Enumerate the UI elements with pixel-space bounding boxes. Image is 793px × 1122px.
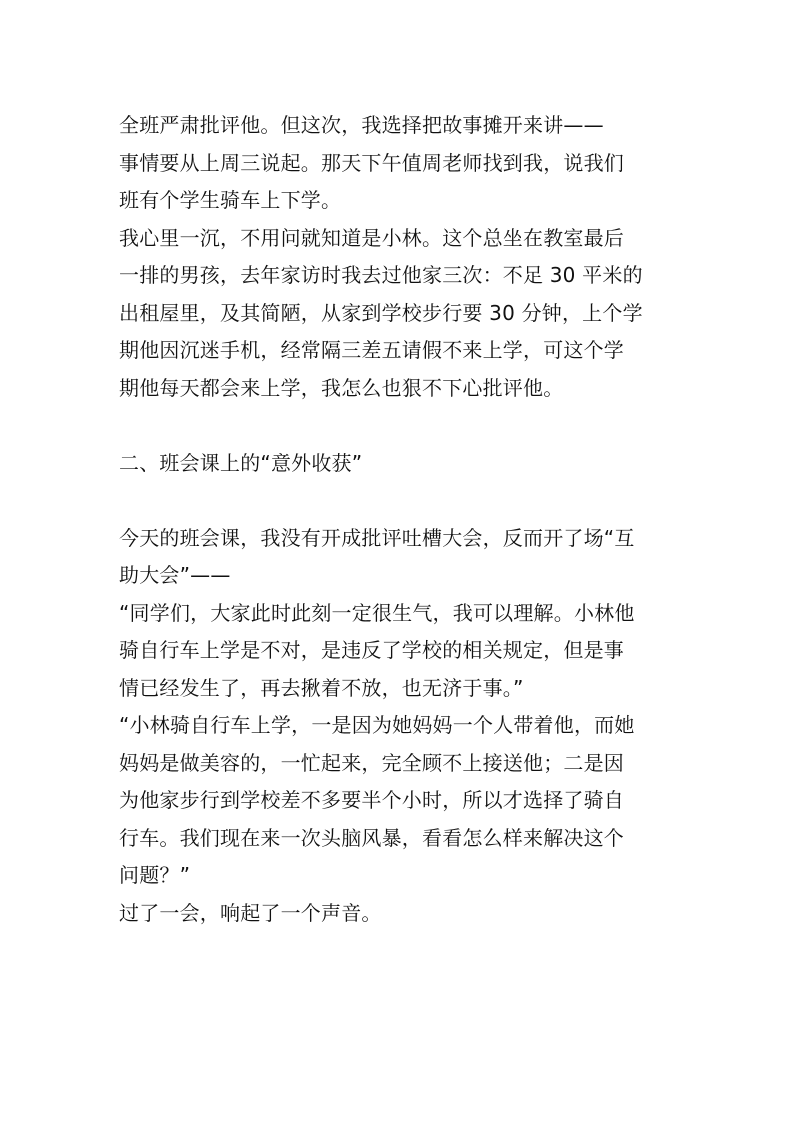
text-line: 妈妈是做美容的，一忙起来，完全顾不上接送他；二是因 — [119, 750, 624, 775]
blank-line — [119, 407, 679, 445]
text-line: 行车。我们现在来一次头脑风暴，看看怎么样来解决这个 — [119, 825, 624, 850]
text-line: 骑自行车上学是不对，是违反了学校的相关规定，但是事 — [119, 638, 624, 662]
section-heading: 二、班会课上的“意外收获” — [119, 450, 363, 475]
text-line: 为他家步行到学校差不多要半个小时，所以才选择了骑自 — [119, 788, 624, 812]
text-line: 全班严肃批评他。但这次，我选择把故事摊开来讲—— — [119, 113, 604, 137]
text-line: 期他因沉迷手机，经常隔三差五请假不来上学，可这个学 — [119, 338, 624, 362]
text-line: “同学们，大家此时此刻一定很生气，我可以理解。小林他 — [119, 600, 635, 625]
text-line: 过了一会，响起了一个声音。 — [119, 900, 382, 925]
document-body — [119, 107, 679, 932]
text-line: “小林骑自行车上学，一是因为她妈妈一个人带着他，而她 — [119, 713, 635, 737]
text-line: 事情要从上周三说起。那天下午值周老师找到我，说我们 — [119, 150, 624, 175]
text-line: 今天的班会课，我没有开成批评吐槽大会，反而开了场“互 — [119, 525, 635, 550]
text-line: 我心里一沉，不用问就知道是小林。这个总坐在教室最后 — [119, 225, 624, 250]
text-line: 问题？” — [119, 863, 191, 887]
text-line: 一排的男孩，去年家访时我去过他家三次：不足 30 平米的 — [119, 263, 643, 287]
blank-line — [119, 482, 679, 520]
text-line: 助大会”—— — [119, 563, 231, 587]
text-line: 期他每天都会来上学，我怎么也狠不下心批评他。 — [119, 375, 564, 400]
text-line: 情已经发生了，再去揪着不放，也无济于事。” — [119, 675, 524, 700]
text-line: 出租屋里，及其简陋，从家到学校步行要 30 分钟，上个学 — [119, 300, 643, 325]
text-line: 班有个学生骑车上下学。 — [119, 188, 342, 212]
